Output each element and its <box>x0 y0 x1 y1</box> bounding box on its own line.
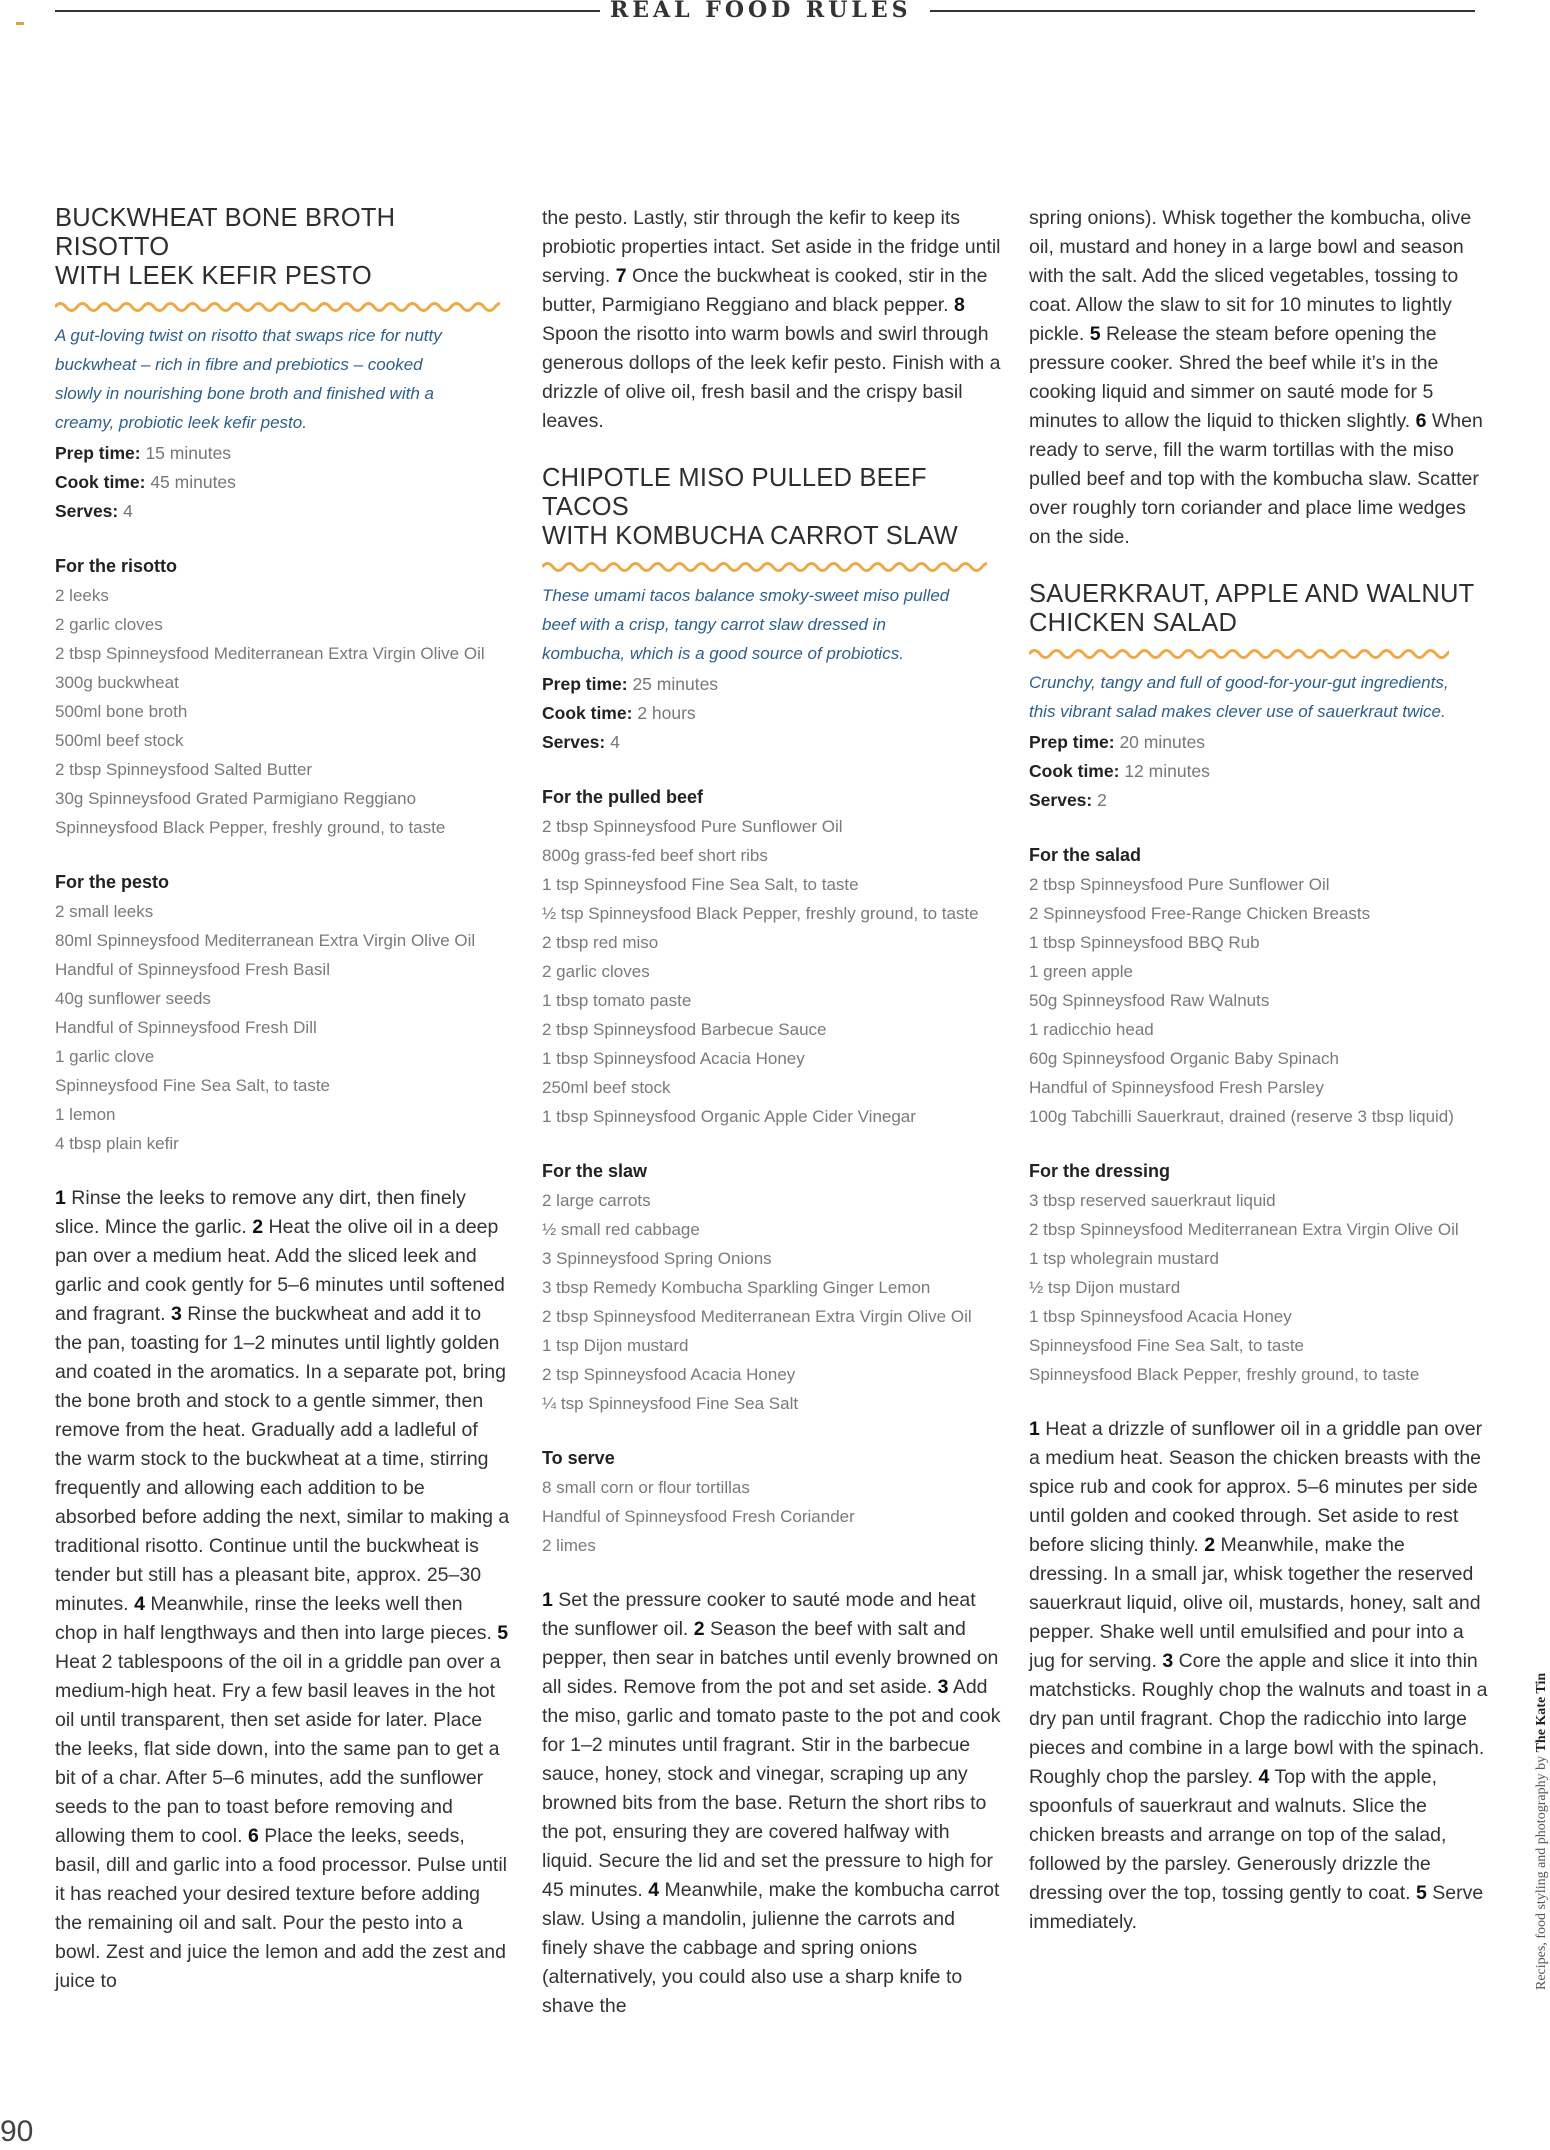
step-number: 5 <box>1415 1882 1427 1904</box>
serves: Serves: 4 <box>55 501 133 521</box>
step-text: Set the pressure cooker to sauté mode and heat the sunflower oil. <box>542 1589 976 1640</box>
step-text: Place the leeks, seeds, basil, dill and garlic into a food processor. Pulse until it has reached your desired texture before adding the remaining oil and salt. Pour the pesto into a bowl. Zest and juice the lemon and add the zest and juice to <box>55 1825 508 1992</box>
ingredient-item: ½ tsp Spinneysfood Black Pepper, freshly ground, to taste <box>542 904 979 923</box>
step-number: 4 <box>134 1593 145 1615</box>
ingredient-item: Handful of Spinneysfood Fresh Parsley <box>1029 1078 1324 1097</box>
step-number: 4 <box>648 1879 660 1901</box>
step-number: 3 <box>171 1303 182 1325</box>
serves: Serves: 2 <box>1029 790 1107 810</box>
step-text: Once the buckwheat is cooked, stir in the butter, Parmigiano Reggiano and black pepper. <box>542 265 988 316</box>
step-text: the pesto. Lastly, stir through the kefir to keep its probiotic properties intact. Set aside in the fridge until serving. <box>542 207 1001 287</box>
step-text: When ready to serve, fill the warm tortillas with the miso pulled beef and top with the kombucha slaw. Scatter over roughly torn coriander and place lime wedges on the side. <box>1029 410 1483 548</box>
cook-time: Cook time: 12 minutes <box>1029 761 1210 781</box>
ingredient-item: ½ small red cabbage <box>542 1220 700 1239</box>
ingredient-item: 1 tbsp Spinneysfood Organic Apple Cider Vinegar <box>542 1107 916 1126</box>
ingredient-item: 500ml bone broth <box>55 702 188 721</box>
page-number: 90 <box>0 2115 34 2148</box>
wave-divider-icon <box>55 299 500 315</box>
ingredient-section-heading: For the risotto <box>55 556 177 576</box>
step-number: 2 <box>252 1216 264 1238</box>
step-text: Heat a drizzle of sunflower oil in a griddle pan over a medium heat. Season the chicken breasts with the spice rub and cook for approx. 5–6 minutes per side until golden and cooked through. Set aside to rest before slicing thinly. <box>1029 1418 1483 1556</box>
step-number: 3 <box>1162 1650 1174 1672</box>
ingredient-item: 2 tbsp red miso <box>542 933 659 952</box>
step-number: 4 <box>1258 1766 1270 1788</box>
step-number: 5 <box>1089 323 1101 345</box>
ingredient-item: ¼ tsp Spinneysfood Fine Sea Salt <box>542 1394 799 1413</box>
ingredient-list <box>542 812 1002 1131</box>
ingredients <box>1029 841 1489 1389</box>
column-2 <box>542 204 1002 2021</box>
ingredient-item: 800g grass-fed beef short ribs <box>542 846 768 865</box>
step-number: 8 <box>953 294 965 316</box>
recipe-2 <box>542 464 1002 2021</box>
step-text: Core the apple and slice it into thin matchsticks. Roughly chop the walnuts and toast in a dry pan until fragrant. Chop the radicchio into large pieces and combine in a large bowl with the spinach. Roughly chop the parsley. <box>1029 1650 1488 1788</box>
ingredient-item: Spinneysfood Black Pepper, freshly ground, to taste <box>55 818 446 837</box>
step-number: 1 <box>1029 1418 1040 1440</box>
step-number: 7 <box>615 265 627 287</box>
recipe-title: SAUERKRAUT, APPLE AND WALNUT CHICKEN SALAD <box>1029 580 1475 637</box>
method-text <box>55 1184 510 1996</box>
step-text: Heat 2 tablespoons of the oil in a griddle pan over a medium-high heat. Fry a few basil leaves in the hot oil until transparent, then set aside for later. Place the leeks, flat side down, into the same pan to get a bit of a char. After 5–6 minutes, add the sunflower seeds to the pan to toast before removing and allowing them to cool. <box>55 1651 501 1847</box>
step-text: Meanwhile, make the dressing. In a small jar, whisk together the reserved sauerkraut liquid, olive oil, mustards, honey, salt and pepper. Shake well until emulsified and pour into a jug for serving. <box>1029 1534 1481 1672</box>
ingredient-item: 1 green apple <box>1029 962 1133 981</box>
step-text: Heat the olive oil in a deep pan over a medium heat. Add the sliced leek and garlic and cook gently for 5–6 minutes until softened and fragrant. <box>55 1216 505 1325</box>
ingredient-section-heading: For the slaw <box>542 1161 648 1181</box>
serves: Serves: 4 <box>542 732 620 752</box>
recipe-intro: These umami tacos balance smoky-sweet miso pulled beef with a crisp, tangy carrot slaw dressed in kombucha, which is a good source of probiotics. <box>542 586 950 663</box>
ingredient-item: 2 tbsp Spinneysfood Pure Sunflower Oil <box>542 817 843 836</box>
ingredient-item: 2 garlic cloves <box>542 962 650 981</box>
method-text <box>542 1586 1002 2021</box>
ingredient-item: 8 small corn or flour tortillas <box>542 1478 750 1497</box>
ingredient-item: 1 radicchio head <box>1029 1020 1154 1039</box>
step-number: 5 <box>497 1622 509 1644</box>
step-number: 6 <box>1415 410 1427 432</box>
ingredient-item: Spinneysfood Black Pepper, freshly ground, to taste <box>1029 1365 1420 1384</box>
ingredient-item: 1 tbsp tomato paste <box>542 991 692 1010</box>
ingredient-item: 1 tbsp Spinneysfood Acacia Honey <box>542 1049 805 1068</box>
recipe-intro: Crunchy, tangy and full of good-for-your-gut ingredients, this vibrant salad makes clever use of sauerkraut twice. <box>1029 673 1449 721</box>
ingredient-section-heading: For the dressing <box>1029 1161 1171 1181</box>
ingredient-section-heading: For the salad <box>1029 845 1142 865</box>
header-rule-right <box>930 10 1475 12</box>
ingredient-section-heading: For the pulled beef <box>542 787 704 807</box>
ingredient-item: 2 garlic cloves <box>55 615 163 634</box>
ingredients <box>542 783 1002 1560</box>
step-number: 1 <box>542 1589 553 1611</box>
recipe-1 <box>55 204 510 1996</box>
ingredient-item: Handful of Spinneysfood Fresh Basil <box>55 960 330 979</box>
ingredient-section-heading: For the pesto <box>55 872 170 892</box>
ingredient-item: 2 large carrots <box>542 1191 651 1210</box>
ingredient-item: 2 tbsp Spinneysfood Mediterranean Extra Virgin Olive Oil <box>542 1307 972 1326</box>
ingredient-item: Spinneysfood Fine Sea Salt, to taste <box>55 1076 331 1095</box>
ingredient-list <box>542 1186 1002 1418</box>
step-text: Release the steam before opening the pressure cooker. Shred the beef while it’s in the cooking liquid and simmer on sauté mode for 5 minutes to allow the liquid to thicken slightly. <box>1029 323 1439 432</box>
step-number: 3 <box>937 1676 949 1698</box>
ingredient-section-heading: To serve <box>542 1448 615 1468</box>
column-3 <box>1029 204 1489 1937</box>
ingredient-list <box>55 897 510 1158</box>
ingredient-item: 2 tbsp Spinneysfood Pure Sunflower Oil <box>1029 875 1330 894</box>
wave-divider-icon <box>1029 646 1449 662</box>
recipe-3 <box>1029 580 1489 1937</box>
ingredient-item: ½ tsp Dijon mustard <box>1029 1278 1181 1297</box>
ingredient-list <box>542 1473 1002 1560</box>
ingredient-item: 2 leeks <box>55 586 109 605</box>
ingredient-item: 1 garlic clove <box>55 1047 155 1066</box>
ingredient-item: 2 small leeks <box>55 902 154 921</box>
step-text: Season the beef with salt and pepper, then sear in batches until evenly browned on all sides. Remove from the pot and set aside. <box>542 1618 999 1698</box>
ingredients <box>55 552 510 1158</box>
method-text-continued <box>542 204 1002 436</box>
ingredient-item: 500ml beef stock <box>55 731 184 750</box>
step-text: Rinse the leeks to remove any dirt, then finely slice. Mince the garlic. <box>55 1187 466 1238</box>
ingredient-item: 4 tbsp plain kefir <box>55 1134 179 1153</box>
ingredient-item: 1 tbsp Spinneysfood BBQ Rub <box>1029 933 1260 952</box>
step-text: spring onions). Whisk together the kombucha, olive oil, mustard and honey in a large bowl and season with the salt. Add the sliced vegetables, tossing to coat. Allow the slaw to sit for 10 minutes to lightly pickle. <box>1029 207 1472 345</box>
ingredient-list <box>1029 870 1489 1131</box>
step-text: Meanwhile, rinse the leeks well then chop in half lengthways and then into large pieces. <box>55 1593 498 1644</box>
cook-time: Cook time: 2 hours <box>542 703 696 723</box>
recipe-intro: A gut-loving twist on risotto that swaps rice for nutty buckwheat – rich in fibre and prebiotics – cooked slowly in nourishing bone broth and finished with a creamy, probiotic leek kefir pesto. <box>55 326 442 432</box>
ingredient-item: 1 lemon <box>55 1105 116 1124</box>
ingredient-item: 2 Spinneysfood Free-Range Chicken Breasts <box>1029 904 1371 923</box>
step-text: Meanwhile, make the kombucha carrot slaw. Using a mandolin, julienne the carrots and finely shave the cabbage and spring onions (alternatively, you could also use a sharp knife to shave the <box>542 1879 1000 2017</box>
ingredient-item: 50g Spinneysfood Raw Walnuts <box>1029 991 1270 1010</box>
ingredient-item: 40g sunflower seeds <box>55 989 211 1008</box>
ingredient-item: 80ml Spinneysfood Mediterranean Extra Virgin Olive Oil <box>55 931 476 950</box>
ingredient-item: 1 tsp Dijon mustard <box>542 1336 689 1355</box>
ingredient-item: 250ml beef stock <box>542 1078 671 1097</box>
photo-credit: Recipes, food styling and photography by The Kate Tin <box>1534 1672 1549 1990</box>
prep-time: Prep time: 15 minutes <box>55 443 232 463</box>
method-text <box>1029 1415 1489 1937</box>
ingredient-item: 2 limes <box>542 1536 596 1555</box>
header-rule-left <box>55 10 600 12</box>
method-text-continued <box>1029 204 1489 552</box>
ingredient-item: 60g Spinneysfood Organic Baby Spinach <box>1029 1049 1339 1068</box>
step-number: 1 <box>55 1187 66 1209</box>
ingredient-item: 3 Spinneysfood Spring Onions <box>542 1249 772 1268</box>
recipe-title: CHIPOTLE MISO PULLED BEEF TACOS WITH KOMBUCHA CARROT SLAW <box>542 464 958 550</box>
ingredient-item: 1 tsp wholegrain mustard <box>1029 1249 1219 1268</box>
ingredient-item: 2 tsp Spinneysfood Acacia Honey <box>542 1365 796 1384</box>
prep-time: Prep time: 20 minutes <box>1029 732 1206 752</box>
ingredient-item: 1 tsp Spinneysfood Fine Sea Salt, to taste <box>542 875 859 894</box>
page-header <box>0 0 1550 30</box>
ingredient-item: Handful of Spinneysfood Fresh Coriander <box>542 1507 855 1526</box>
corner-marker <box>16 22 24 25</box>
step-text: Serve immediately. <box>1029 1882 1484 1933</box>
ingredient-item: 300g buckwheat <box>55 673 179 692</box>
running-title: REAL FOOD RULES <box>610 0 912 23</box>
ingredient-item: 2 tbsp Spinneysfood Salted Butter <box>55 760 313 779</box>
ingredient-item: 100g Tabchilli Sauerkraut, drained (reserve 3 tbsp liquid) <box>1029 1107 1454 1126</box>
ingredient-item: Handful of Spinneysfood Fresh Dill <box>55 1018 317 1037</box>
step-text: Top with the apple, spoonfuls of sauerkraut and walnuts. Slice the chicken breasts and arrange on top of the salad, followed by the parsley. Generously drizzle the dressing over the top, tossing gently to coat. <box>1029 1766 1447 1904</box>
ingredient-item: 3 tbsp reserved sauerkraut liquid <box>1029 1191 1276 1210</box>
step-text: Rinse the buckwheat and add it to the pan, toasting for 1–2 minutes until lightly golden and coated in the aromatics. In a separate pot, bring the bone broth and stock to a gentle simmer, then remove from the heat. Gradually add a ladleful of the warm stock to the buckwheat at a time, stirring frequently and allowing each addition to be absorbed before adding the next, similar to making a traditional risotto. Continue until the buckwheat is tender but still has a pleasant bite, approx. 25–30 minutes. <box>55 1303 510 1615</box>
ingredient-item: 30g Spinneysfood Grated Parmigiano Reggiano <box>55 789 417 808</box>
step-number: 2 <box>693 1618 705 1640</box>
ingredient-item: 2 tbsp Spinneysfood Mediterranean Extra Virgin Olive Oil <box>55 644 485 663</box>
ingredient-item: 3 tbsp Remedy Kombucha Sparkling Ginger Lemon <box>542 1278 931 1297</box>
ingredient-item: Spinneysfood Fine Sea Salt, to taste <box>1029 1336 1305 1355</box>
wave-divider-icon <box>542 559 987 575</box>
cook-time: Cook time: 45 minutes <box>55 472 236 492</box>
prep-time: Prep time: 25 minutes <box>542 674 719 694</box>
step-text: Add the miso, garlic and tomato paste to the pot and cook for 1–2 minutes until fragrant. Stir in the barbecue sauce, honey, stock and vinegar, scraping up any browned bits from the base. Return the short ribs to the pot, ensuring they are covered halfway with liquid. Secure the lid and set the pressure to high for 45 minutes. <box>542 1676 1001 1901</box>
ingredient-item: 1 tbsp Spinneysfood Acacia Honey <box>1029 1307 1292 1326</box>
step-number: 2 <box>1204 1534 1216 1556</box>
step-number: 6 <box>247 1825 259 1847</box>
step-text: Spoon the risotto into warm bowls and swirl through generous dollops of the leek kefir pesto. Finish with a drizzle of olive oil, fresh basil and the crispy basil leaves. <box>542 323 1001 432</box>
recipe-title: BUCKWHEAT BONE BROTH RISOTTO WITH LEEK KEFIR PESTO <box>55 204 396 290</box>
column-1 <box>55 204 510 1996</box>
ingredient-list <box>1029 1186 1489 1389</box>
ingredient-item: 2 tbsp Spinneysfood Mediterranean Extra Virgin Olive Oil <box>1029 1220 1459 1239</box>
ingredient-item: 2 tbsp Spinneysfood Barbecue Sauce <box>542 1020 827 1039</box>
ingredient-list <box>55 581 510 842</box>
